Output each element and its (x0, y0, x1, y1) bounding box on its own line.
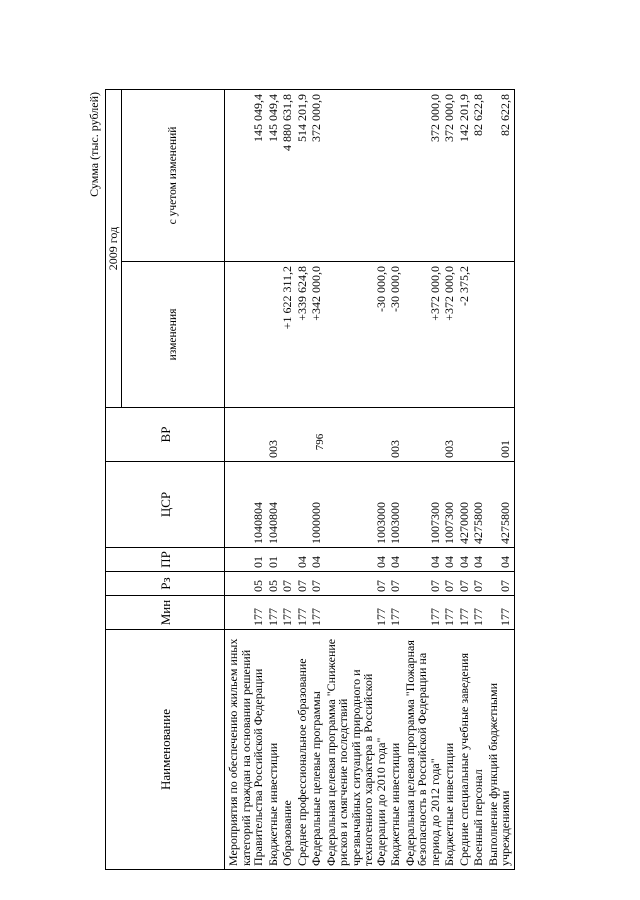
row-csr: 1003000 (325, 462, 390, 548)
row-pr: 04 (389, 548, 404, 572)
row-name: Среднее профессиональное образование (296, 630, 311, 870)
row-name: Военный персонал (472, 630, 487, 870)
table-row (281, 89, 296, 869)
row-name: Федеральная целевая программа "Пожарная безопасность в Российской Федерации на период до 2012 года" (404, 630, 444, 870)
table-row (267, 89, 282, 869)
table-row (404, 89, 444, 869)
table-row (310, 89, 325, 869)
header-with-changes: с учетом изменений (122, 89, 225, 261)
header-row-1 (106, 89, 122, 869)
row-total: 145 049,4 (267, 89, 282, 261)
row-csr (281, 462, 296, 548)
row-min: 177 (281, 596, 296, 630)
table-row (472, 89, 487, 869)
row-pr: 04 (325, 548, 390, 572)
row-csr: 1007300 (404, 462, 444, 548)
row-csr: 1003000 (389, 462, 404, 548)
row-pr: 04 (458, 548, 473, 572)
row-total: 142 201,9 (458, 89, 473, 261)
row-change: -2 375,2 (458, 262, 473, 408)
row-pr: 01 (225, 548, 267, 572)
row-vr: 001 (487, 408, 515, 462)
row-pr: 04 (443, 548, 458, 572)
table-row (225, 89, 267, 869)
row-min: 177 (267, 596, 282, 630)
row-vr (458, 408, 473, 462)
row-rz: 07 (296, 572, 311, 596)
row-total: 372 000,0 (404, 89, 444, 261)
row-rz: 07 (325, 572, 390, 596)
row-csr: 4275800 (472, 462, 487, 548)
row-change (225, 262, 267, 408)
table-row (296, 89, 311, 869)
row-change: +372 000,0 (404, 262, 444, 408)
row-rz: 07 (281, 572, 296, 596)
row-csr: 4270000 (458, 462, 473, 548)
row-change (472, 262, 487, 408)
row-pr: 04 (472, 548, 487, 572)
table-row (443, 89, 458, 869)
row-rz: 07 (458, 572, 473, 596)
row-vr: 003 (267, 408, 282, 462)
row-min: 177 (487, 596, 515, 630)
table-row (458, 89, 473, 869)
row-total: 4 880 631,8 (281, 89, 296, 261)
header-name: Наименование (106, 630, 225, 870)
row-name: Образование (281, 630, 296, 870)
row-change (267, 262, 282, 408)
row-name: Бюджетные инвестиции (389, 630, 404, 870)
budget-table (105, 89, 515, 870)
row-pr: 04 (404, 548, 444, 572)
row-total: 82 622,8 (487, 89, 515, 261)
row-rz: 07 (443, 572, 458, 596)
row-vr (404, 408, 444, 462)
row-min: 177 (325, 596, 390, 630)
row-rz: 07 (389, 572, 404, 596)
row-csr: 1040804 (225, 462, 267, 548)
row-total: 372 000,0 (310, 89, 325, 261)
row-change: -30 000,0 (389, 262, 404, 408)
row-total: 514 201,9 (296, 89, 311, 261)
row-total (389, 89, 404, 261)
row-name: Выполнение функций бюджетными учреждениями (487, 630, 515, 870)
row-vr (281, 408, 296, 462)
row-vr: 003 (389, 408, 404, 462)
table-body (225, 89, 515, 869)
row-change (487, 262, 515, 408)
row-name: Бюджетные инвестиции (443, 630, 458, 870)
row-rz: 07 (487, 572, 515, 596)
row-vr (472, 408, 487, 462)
row-csr: 1000000 (310, 462, 325, 548)
header-csr: ЦСР (106, 462, 225, 548)
row-change: +372 000,0 (443, 262, 458, 408)
row-change: +1 622 311,2 (281, 262, 296, 408)
row-pr: 04 (487, 548, 515, 572)
row-csr (296, 462, 311, 548)
row-vr: 003 (443, 408, 458, 462)
row-rz: 05 (225, 572, 267, 596)
row-vr (325, 408, 390, 462)
row-pr: 01 (267, 548, 282, 572)
row-name: Мероприятия по обеспечению жильем иных категорий граждан на основании решений Правительства Российской Федерации (225, 630, 267, 870)
table-row (325, 89, 390, 869)
row-vr (310, 408, 325, 462)
row-min: 177 (472, 596, 487, 630)
row-csr: 4275800 (487, 462, 515, 548)
row-total (325, 89, 390, 261)
row-pr: 04 (296, 548, 311, 572)
header-pr: ПР (106, 548, 225, 572)
row-total: 372 000,0 (443, 89, 458, 261)
row-min: 177 (310, 596, 325, 630)
row-rz: 05 (267, 572, 282, 596)
table-row (389, 89, 404, 869)
sum-caption: Сумма (тыс. рублей) (87, 92, 101, 197)
row-name: Федеральные целевые программы (310, 630, 325, 870)
row-rz: 07 (404, 572, 444, 596)
row-change: +342 000,0 (310, 262, 325, 408)
row-change: +339 624,8 (296, 262, 311, 408)
row-pr: 04 (310, 548, 325, 572)
row-name: Бюджетные инвестиции (267, 630, 282, 870)
row-rz: 07 (310, 572, 325, 596)
header-year: 2009 год (106, 89, 122, 407)
row-rz: 07 (472, 572, 487, 596)
header-rz: Рз (106, 572, 225, 596)
row-vr (296, 408, 311, 462)
row-min: 177 (443, 596, 458, 630)
header-vr: ВР (106, 408, 225, 462)
row-min: 177 (458, 596, 473, 630)
row-pr (281, 548, 296, 572)
row-min: 177 (404, 596, 444, 630)
row-name: Федеральная целевая программа "Снижение рисков и смягчение последствий чрезвычайных ситуаций природного и техногенного характера в Российской Федерации до 2010 года" (325, 630, 390, 870)
row-csr: 1040804 (267, 462, 282, 548)
header-changes: изменения (122, 262, 225, 408)
table-row (487, 89, 515, 869)
row-csr: 1007300 (443, 462, 458, 548)
rotated-table-area (85, 90, 565, 870)
row-min: 177 (225, 596, 267, 630)
row-total: 82 622,8 (472, 89, 487, 261)
page-number: 796 (314, 433, 326, 451)
row-vr (225, 408, 267, 462)
header-min: Мин (106, 596, 225, 630)
row-total: 145 049,4 (225, 89, 267, 261)
row-name: Средние специальные учебные заведения (458, 630, 473, 870)
row-min: 177 (389, 596, 404, 630)
row-min: 177 (296, 596, 311, 630)
row-change: -30 000,0 (325, 262, 390, 408)
